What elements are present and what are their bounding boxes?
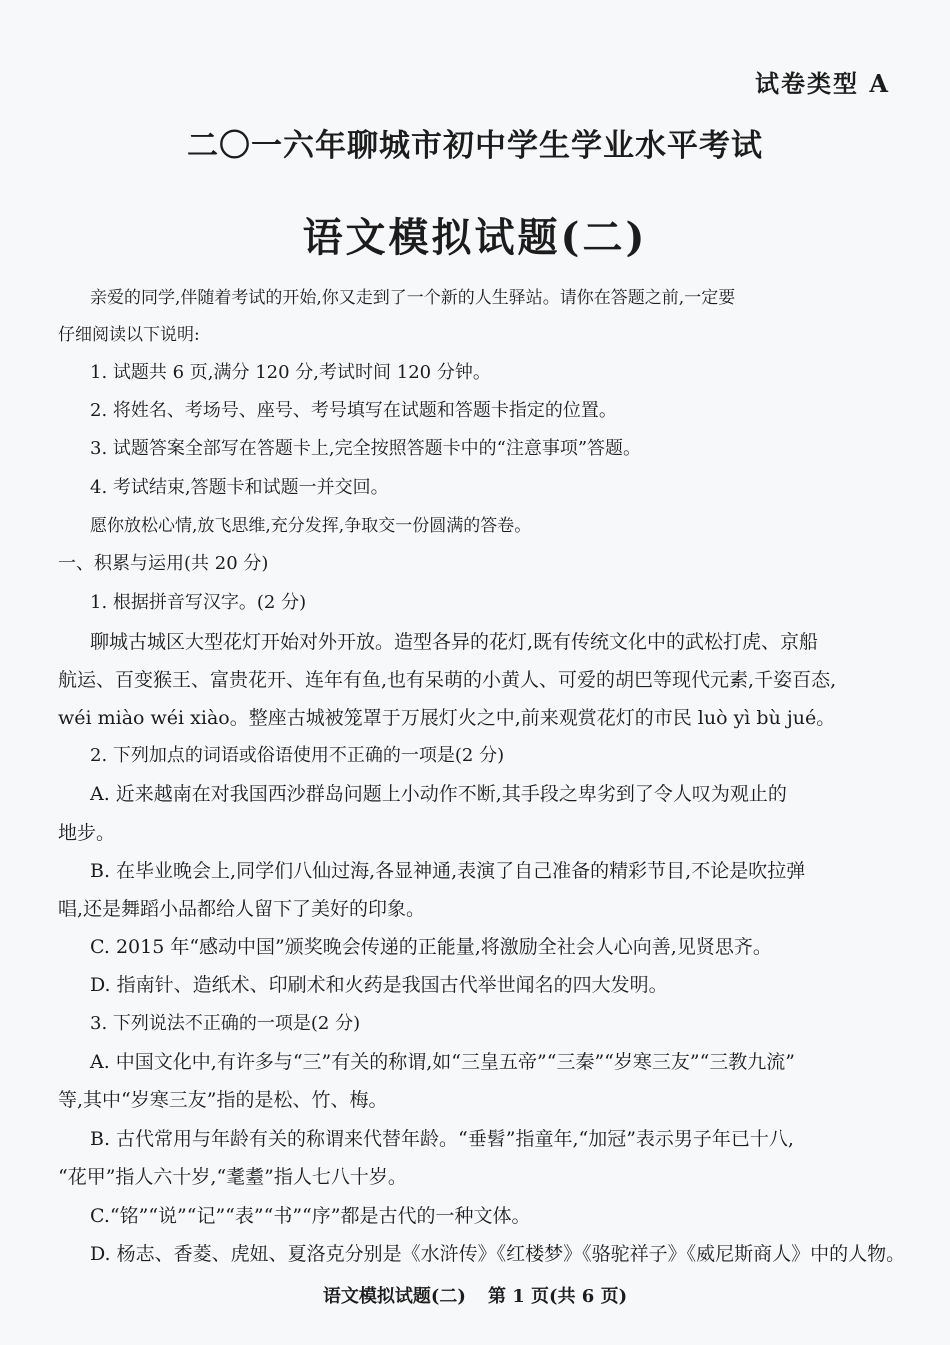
instruction-2: 2. 将姓名、考场号、座号、考号填写在试题和答题卡指定的位置。 <box>90 400 617 421</box>
intro-line-1: 亲爱的同学,伴随着考试的开始,你又走到了一个新的人生驿站。请你在答题之前,一定要 <box>90 288 736 308</box>
section-1-title: 一、积累与运用(共 20 分) <box>58 553 269 574</box>
exam-type-label: 试卷类型 A <box>755 69 890 98</box>
q3-title: 3. 下列说法不正确的一项是(2 分) <box>90 1013 361 1034</box>
q3-option-d: D. 杨志、香菱、虎妞、夏洛克分别是《水浒传》《红楼梦》《骆驼祥子》《威尼斯商人》中的人物。 <box>90 1243 906 1265</box>
page-footer <box>0 1282 950 1308</box>
q1-text-line-1: 聊城古城区大型花灯开始对外开放。造型各异的花灯,既有传统文化中的武松打虎、京船 <box>90 631 819 653</box>
q2-option-b-line-1: B. 在毕业晚会上,同学们八仙过海,各显神通,表演了自己准备的精彩节目,不论是吹拉弹 <box>90 860 806 882</box>
q1-title: 1. 根据拼音写汉字。(2 分) <box>90 592 307 613</box>
paper-title: 语文模拟试题(二) <box>302 214 648 261</box>
q2-option-c: C. 2015 年“感动中国”颁奖晚会传递的正能量,将激励全社会人心向善,见贤思齐。 <box>90 936 772 958</box>
q3-option-c: C.“铭”“说”“记”“表”“书”“序”都是古代的一种文体。 <box>90 1205 531 1227</box>
instruction-4: 4. 考试结束,答题卡和试题一并交回。 <box>90 477 389 498</box>
q3-option-a-line-2: 等,其中“岁寒三友”指的是松、竹、梅。 <box>58 1089 388 1111</box>
q2-option-d: D. 指南针、造纸术、印刷术和火药是我国古代举世闻名的四大发明。 <box>90 974 668 996</box>
q3-option-b-line-2: “花甲”指人六十岁,“耄耋”指人七八十岁。 <box>58 1166 407 1188</box>
q3-option-a-line-1: A. 中国文化中,有许多与“三”有关的称谓,如“三皇五帝”“三秦”“岁寒三友”“三教九流” <box>90 1051 796 1073</box>
intro-line-2: 仔细阅读以下说明: <box>58 325 200 345</box>
q2-option-a-line-1: A. 近来越南在对我国西沙群岛问题上小动作不断,其手段之卑劣到了令人叹为观止的 <box>90 783 787 805</box>
instruction-3: 3. 试题答案全部写在答题卡上,完全按照答题卡中的“注意事项”答题。 <box>90 438 642 459</box>
exam-title: 二〇一六年聊城市初中学生学业水平考试 <box>187 128 763 164</box>
q2-title: 2. 下列加点的词语或俗语使用不正确的一项是(2 分) <box>90 745 505 766</box>
q1-text-line-3: wéi miào wéi xiào。整座古城被笼罩于万展灯火之中,前来观赏花灯的市民 luò yì bù jué。 <box>58 707 836 729</box>
q2-option-a-line-2: 地步。 <box>58 822 116 844</box>
q3-option-b-line-1: B. 古代常用与年龄有关的称谓来代替年龄。“垂髫”指童年,“加冠”表示男子年已十八, <box>90 1128 794 1150</box>
footer-paper-name: 语文模拟试题(二) <box>322 1286 466 1307</box>
footer-page-info: 第 1 页(共 6 页) <box>487 1286 628 1307</box>
instruction-1: 1. 试题共 6 页,满分 120 分,考试时间 120 分钟。 <box>90 362 491 383</box>
q1-text-line-2: 航运、百变猴王、富贵花开、连年有鱼,也有呆萌的小黄人、可爱的胡巴等现代元素,千姿百态, <box>58 669 837 691</box>
q2-option-b-line-2: 唱,还是舞蹈小品都给人留下了美好的印象。 <box>58 898 426 920</box>
wish-line: 愿你放松心情,放飞思维,充分发挥,争取交一份圆满的答卷。 <box>90 516 532 536</box>
